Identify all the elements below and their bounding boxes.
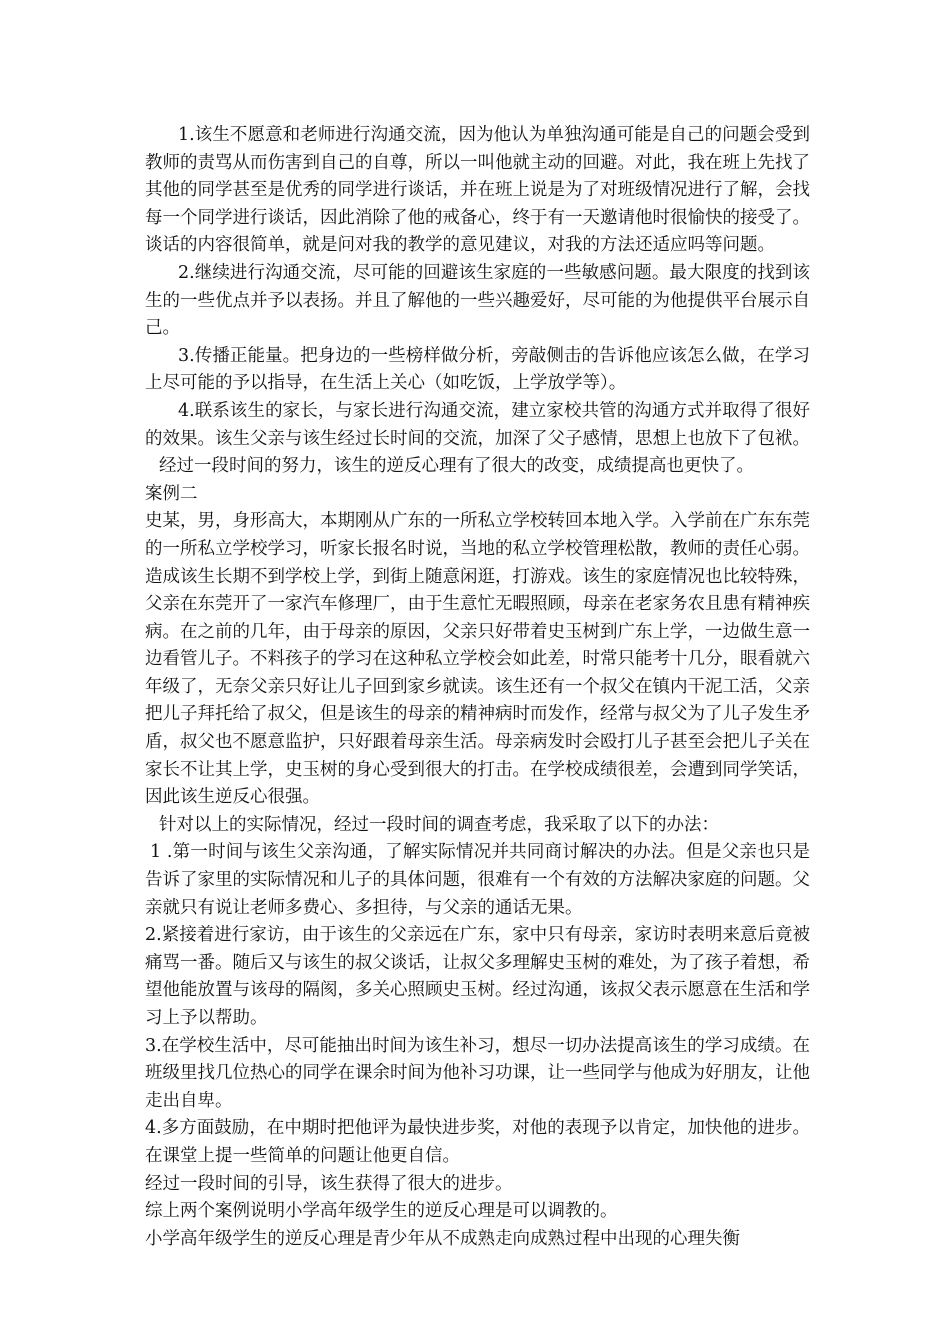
paragraph-measure-3: 3.在学校生活中，尽可能抽出时间为该生补习，想尽一切办法提高该生的学习成绩。在班级里找几位热心的同学在课余时间为他补习功课，让一些同学与他成为好朋友，让他走出自卑。 [145,1035,810,1111]
paragraph-measure-2: 2.紧接着进行家访，由于该生的父亲远在广东，家中只有母亲，家访时表明来意后竟被痛骂一番。随后又与该生的叔父谈话，让叔父多理解史玉树的难处，为了孩子着想，希望他能放置与该母的隔阂，多关心照顾史玉树。经过沟通，该叔父表示愿意在生活和学习上予以帮助。 [145,925,810,1028]
paragraph-point-3: 3.传播正能量。把身边的一些榜样做分析，旁敲侧击的告诉他应该怎么做，在学习上尽可能的予以指导，在生活上关心（如吃饭，上学放学等）。 [145,345,810,394]
paragraph-summary-case-2: 经过一段时间的引导，该生获得了很大的进步。 [145,1173,513,1194]
paragraph-measure-1: 1 .第一时间与该生父亲沟通，了解实际情况并共同商讨解决的办法。但是父亲也只是告诉了家里的实际情况和儿子的具体问题，很难有一个有效的方法解决家庭的问题。父亲就只有说让老师多费心、多担待，与父亲的通话无果。 [145,842,810,918]
paragraph-case-2-background: 史某，男，身形高大，本期刚从广东的一所私立学校转回本地入学。入学前在广东东莞的一所私立学校学习，听家长报名时说，当地的私立学校管理松散，教师的责任心弱。造成该生长期不到学校上学，到街上随意闲逛，打游戏。该生的家庭情况也比较特殊，父亲在东莞开了一家汽车修理厂，由于生意忙无暇照顾，母亲在老家务农且患有精神疾病。在之前的几年，由于母亲的原因，父亲只好带着史玉树到广东上学，一边做生意一边看管儿子。不料孩子的学习在这种私立学校会如此差，时常只能考十几分，眼看就六年级了，无奈父亲只好让儿子回到家乡就读。该生还有一个叔父在镇内干泥工活，父亲把儿子拜托给了叔父，但是该生的母亲的精神病时而发作，经常与叔父为了儿子发生矛盾，叔父也不愿意监护，只好跟着母亲生活。母亲病发时会殴打儿子甚至会把儿子关在家长不让其上学，史玉树的身心受到很大的打击。在学校成绩很差，会遭到同学笑话，因此该生逆反心很强。 [145,511,810,808]
paragraph-conclusion: 综上两个案例说明小学高年级学生的逆反心理是可以调教的。 [145,1201,618,1222]
paragraph-point-4: 4.联系该生的家长，与家长进行沟通交流，建立家校共管的沟通方式并取得了很好的效果。该生父亲与该生经过长时间的交流，加深了父子感情，思想上也放下了包袱。 [145,400,810,449]
document-body [145,122,810,1253]
paragraph-measures-intro: 针对以上的实际情况，经过一段时间的调查考虑，我采取了以下的办法： [159,814,719,835]
case-2-heading: 案例二 [145,483,198,504]
paragraph-summary-case-1: 经过一段时间的努力，该生的逆反心理有了很大的改变，成绩提高也更快了。 [159,456,754,477]
paragraph-point-2: 2.继续进行沟通交流，尽可能的回避该生家庭的一些敏感问题。最大限度的找到该生的一些优点并予以表扬。并且了解他的一些兴趣爱好，尽可能的为他提供平台展示自己。 [145,262,810,339]
paragraph-closing: 小学高年级学生的逆反心理是青少年从不成熟走向成熟过程中出现的心理失衡 [145,1228,740,1249]
paragraph-point-1: 1.该生不愿意和老师进行沟通交流，因为他认为单独沟通可能是自己的问题会受到教师的责骂从而伤害到自己的自尊，所以一叫他就主动的回避。对此，我在班上先找了其他的同学甚至是优秀的同学进行谈话，并在班上说是为了对班级情况进行了解，会找每一个同学进行谈话，因此消除了他的戒备心，终于有一天邀请他时很愉快的接受了。谈话的内容很简单，就是问对我的教学的意见建议，对我的方法还适应吗等问题。 [145,125,810,256]
paragraph-measure-4: 4.多方面鼓励，在中期时把他评为最快进步奖，对他的表现予以肯定，加快他的进步。在课堂上提一些简单的问题让他更自信。 [145,1118,810,1166]
